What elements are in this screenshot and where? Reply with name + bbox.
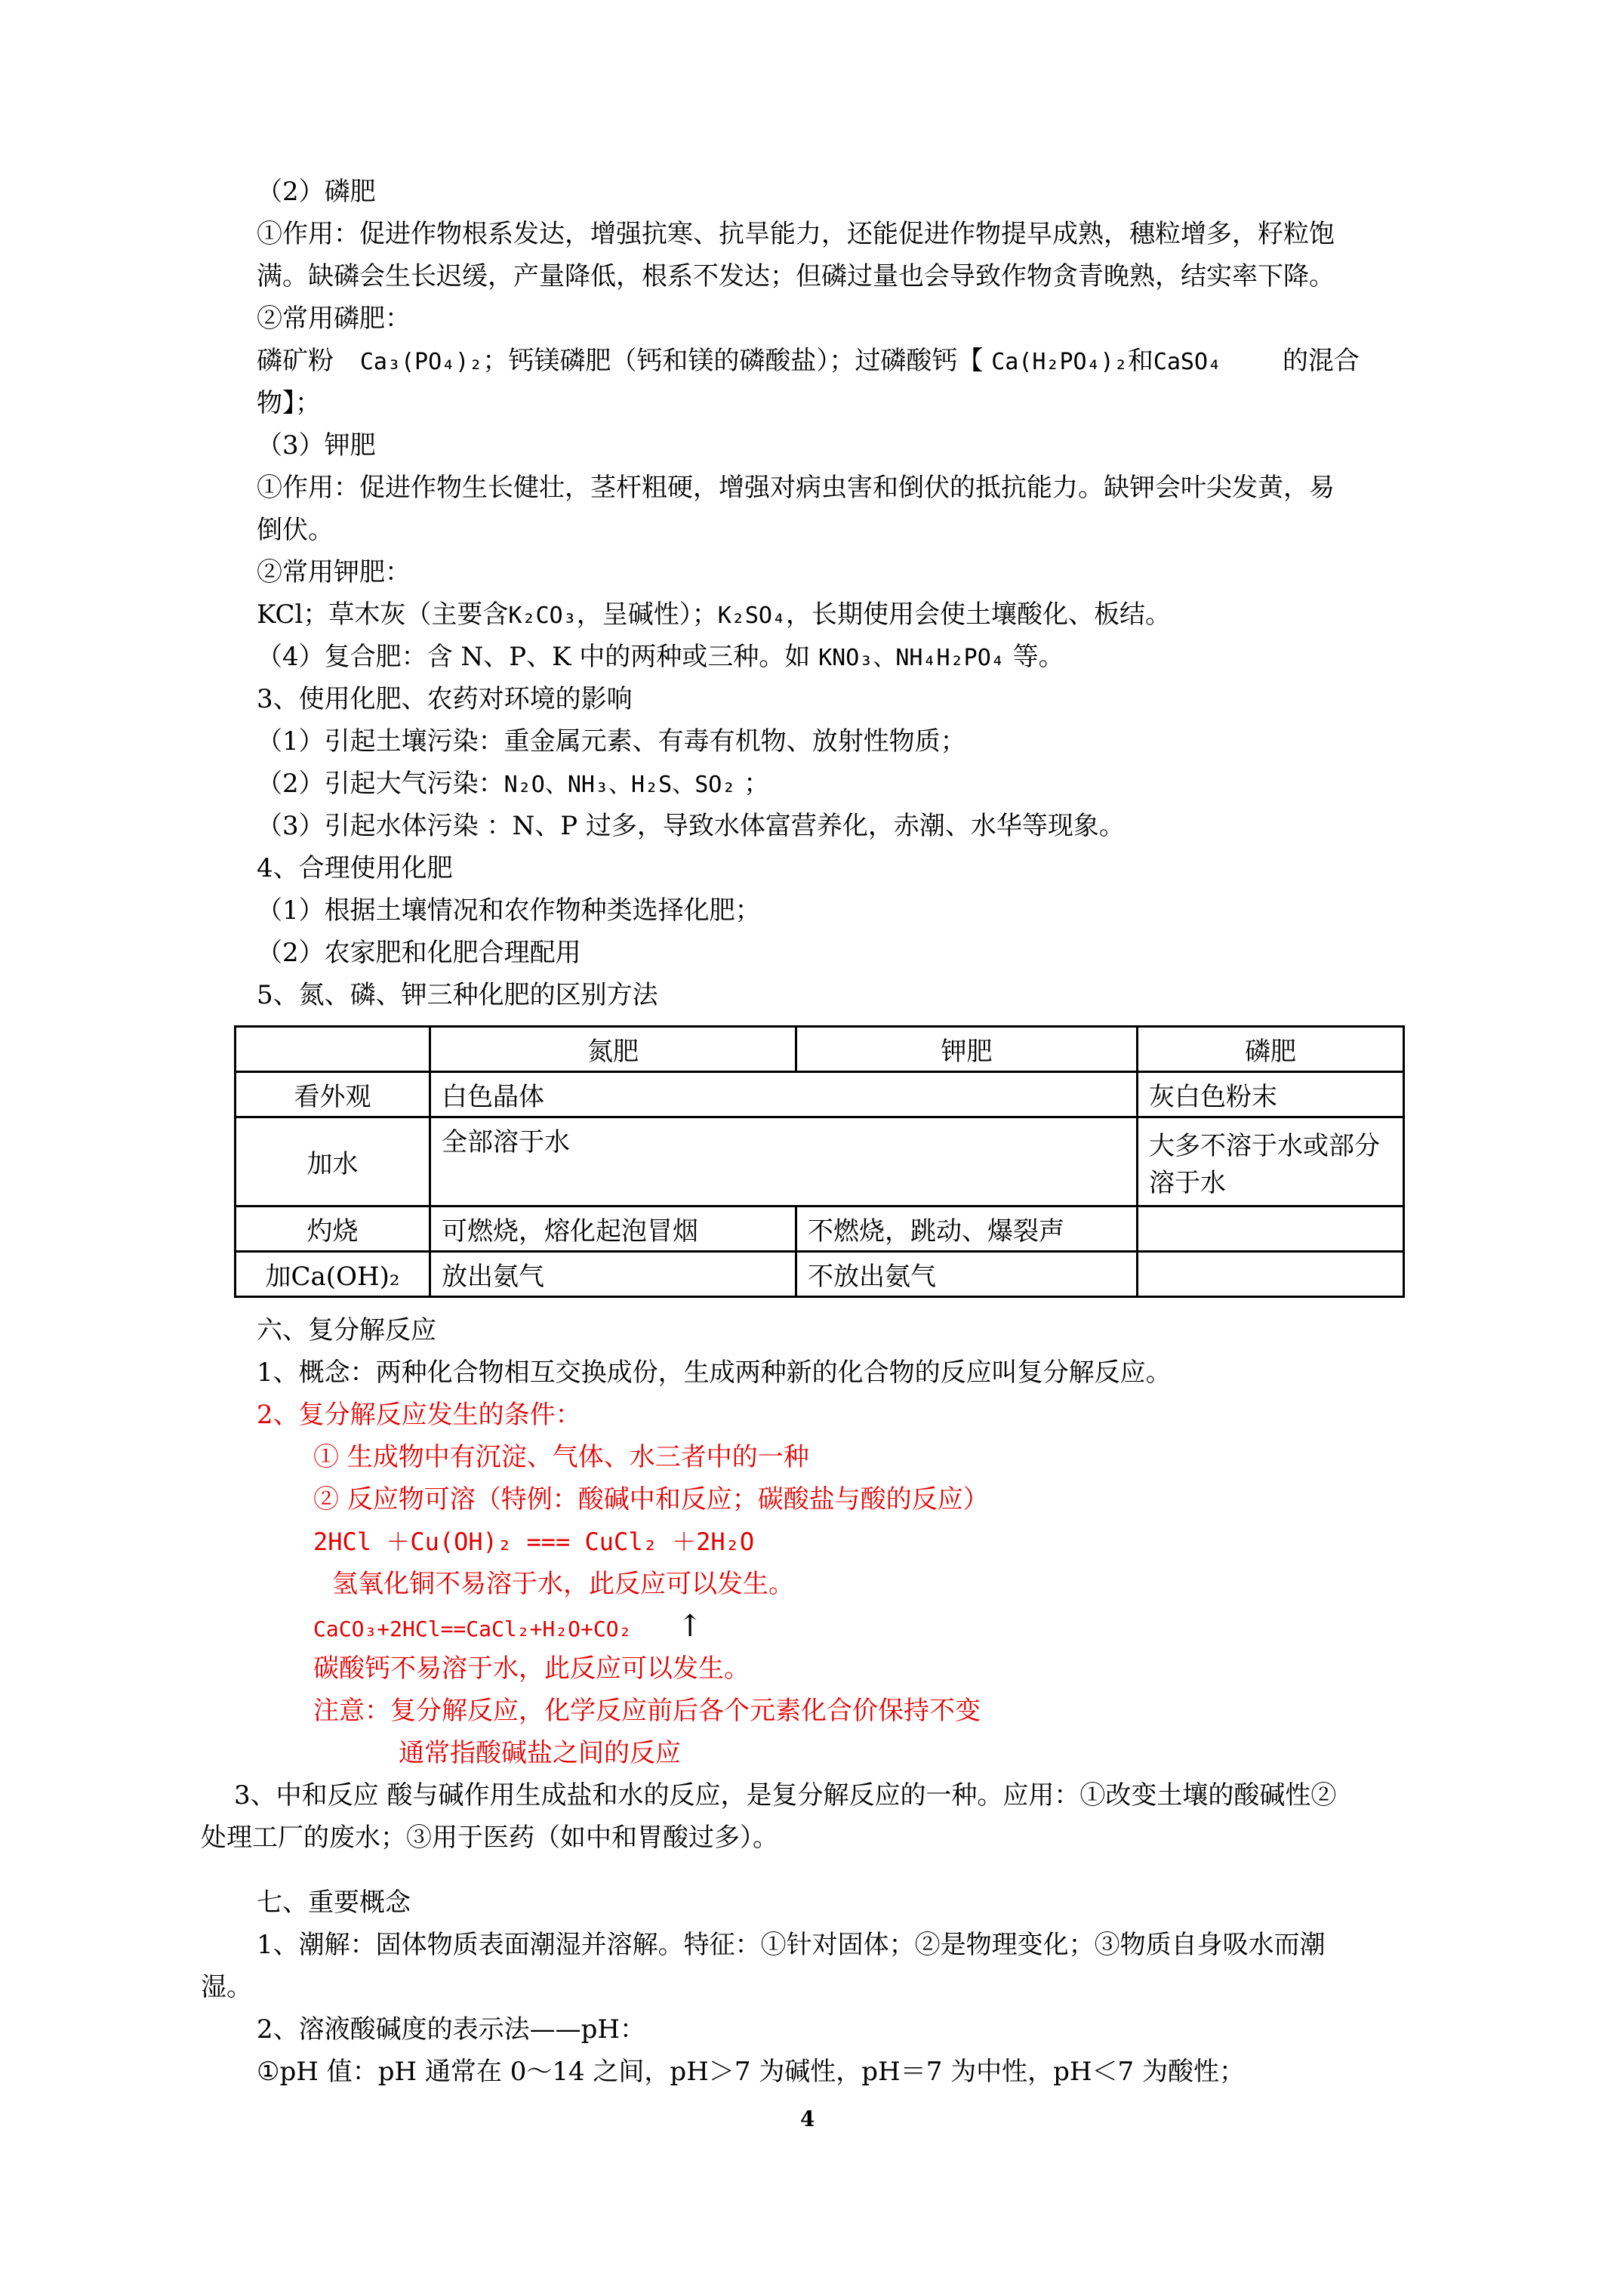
text-line: ②常用磷肥： (257, 304, 411, 334)
text-line: （1）根据土壤情况和农作物种类选择化肥； (257, 895, 761, 926)
text-line: 物】； (257, 388, 321, 418)
formula: Ca₃(PO₄)₂ (359, 349, 483, 375)
text-line: 湿。 (201, 1972, 252, 2002)
text-seg: 磷矿粉 (257, 346, 334, 376)
heading-phosphate: （2）磷肥 (257, 177, 376, 207)
text-line: （1）引起土壤污染：重金属元素、有毒有机物、放射性物质； (257, 726, 966, 757)
text-seg: ，呈碱性）； (576, 599, 718, 630)
heading-impact: 3、使用化肥、农药对环境的影响 (257, 684, 633, 714)
formula: Ca(H₂PO₄)₂ (991, 349, 1128, 375)
text-line: 通常指酸碱盐之间的反应 (399, 1738, 681, 1768)
table-cell: 大多不溶于水或部分溶于水 (1138, 1117, 1404, 1207)
text-seg: 等。 (1012, 642, 1064, 672)
arrow-up-icon: ↑ (677, 1609, 703, 1644)
table-cell: 加Ca(OH)₂ (236, 1252, 430, 1297)
table-cell: 不燃烧，跳动、爆裂声 (796, 1207, 1138, 1252)
table-header-cell (236, 1027, 430, 1072)
fertilizer-table (234, 1025, 1405, 1298)
text-seg: ； (744, 769, 770, 799)
text-line (257, 598, 1171, 633)
equation-2-line (313, 1610, 703, 1646)
table-cell (1138, 1252, 1404, 1297)
text-line: ①作用：促进作物根系发达，增强抗寒、抗旱能力，还能促进作物提早成熟，穗粒增多，籽粒饱 (257, 219, 1335, 249)
text-line: 倒伏。 (257, 515, 334, 545)
formula: CaSO₄ (1153, 349, 1222, 375)
formula: KNO₃、NH₄H₂PO₄ (818, 645, 1005, 671)
table-cell: 看外观 (236, 1072, 430, 1117)
text-line: 2、溶液酸碱度的表示法——pH： (257, 2014, 646, 2045)
text-line: 处理工厂的废水；③用于医药（如中和胃酸过多）。 (201, 1823, 778, 1853)
table-cell: 全部溶于水 (430, 1117, 1138, 1207)
table-row (236, 1117, 1404, 1207)
text-line: ①pH 值：pH 通常在 0～14 之间，pH＞7 为碱性，pH＝7 为中性，pH＜7 为酸性； (257, 2057, 1245, 2087)
table-header-cell: 钾肥 (796, 1027, 1138, 1072)
text-line: ② 反应物可溶（特例：酸碱中和反应；碳酸盐与酸的反应） (313, 1484, 989, 1515)
table-row (236, 1252, 1404, 1297)
text-seg: 和 (1127, 346, 1153, 376)
table-cell: 灰白色粉末 (1138, 1072, 1404, 1117)
heading-potash: （3）钾肥 (257, 430, 376, 461)
text-line (257, 344, 1360, 379)
table-cell (1138, 1207, 1404, 1252)
table-cell: 放出氨气 (430, 1252, 796, 1297)
heading-double-decomposition: 六、复分解反应 (257, 1315, 436, 1345)
text-seg: 的混合 (1282, 346, 1360, 376)
text-line: 注意：复分解反应，化学反应前后各个元素化合价保持不变 (313, 1696, 981, 1726)
text-line: （2）农家肥和化肥合理配用 (257, 938, 581, 968)
text-seg: KCl；草木灰（主要含 (257, 599, 509, 630)
heading-conditions: 2、复分解反应发生的条件： (257, 1400, 581, 1430)
text-line: 1、潮解：固体物质表面潮湿并溶解。特征：①针对固体；②是物理变化；③物质自身吸水而潮 (257, 1930, 1326, 1960)
formula: N₂O、NH₃、H₂S、SO₂ (504, 772, 736, 798)
table-cell: 不放出氨气 (796, 1252, 1138, 1297)
table-header-cell: 氮肥 (430, 1027, 796, 1072)
table-cell: 白色晶体 (430, 1072, 1138, 1117)
table-row (236, 1207, 1404, 1252)
table-header-cell: 磷肥 (1138, 1027, 1404, 1072)
equation-1: 2HCl ＋Cu(OH)₂ === CuCl₂ ＋2H₂O (313, 1527, 755, 1556)
equation-2: CaCO₃+2HCl==CaCl₂+H₂O+CO₂ (313, 1616, 632, 1641)
text-line: 氢氧化铜不易溶于水，此反应可以发生。 (332, 1569, 794, 1599)
heading-usage: 4、合理使用化肥 (257, 853, 453, 883)
formula: K₂CO₃ (508, 603, 577, 629)
text-line: ①作用：促进作物生长健壮，茎杆粗硬，增强对病虫害和倒伏的抵抗能力。缺钾会叶尖发黄，易 (257, 473, 1335, 503)
text-line (257, 767, 769, 802)
text-line: （3）引起水体污染 ：N、P 过多，导致水体富营养化，赤潮、水华等现象。 (257, 811, 1125, 841)
table-cell: 灼烧 (236, 1207, 430, 1252)
table-cell: 加水 (236, 1117, 430, 1207)
text-line: ②常用钾肥： (257, 557, 411, 587)
table-header-row (236, 1027, 1404, 1072)
table-cell: 可燃烧，熔化起泡冒烟 (430, 1207, 796, 1252)
table-row (236, 1072, 1404, 1117)
text-seg: （2）引起大气污染： (257, 769, 504, 799)
heading-distinguish: 5、氮、磷、钾三种化肥的区别方法 (257, 980, 658, 1010)
text-seg: （4）复合肥：含 N、P、K 中的两种或三种。如 (257, 642, 811, 672)
text-line: 碳酸钙不易溶于水，此反应可以发生。 (313, 1653, 750, 1684)
text-line: 3、中和反应 酸与碱作用生成盐和水的反应，是复分解反应的一种。应用：①改变土壤的酸碱性② (234, 1780, 1337, 1811)
text-line: 1、概念：两种化合物相互交换成份，生成两种新的化合物的反应叫复分解反应。 (257, 1358, 1172, 1388)
heading-concepts: 七、重要概念 (257, 1888, 411, 1918)
text-line: 满。缺磷会生长迟缓，产量降低，根系不发达；但磷过量也会导致作物贪青晚熟，结实率下降。 (257, 261, 1335, 291)
page-number: 4 (800, 2106, 815, 2131)
text-line: ① 生成物中有沉淀、气体、水三者中的一种 (313, 1442, 809, 1472)
text-line (257, 640, 1064, 675)
formula: K₂SO₄ (717, 603, 787, 629)
text-seg: ；钙镁磷肥（钙和镁的磷酸盐）；过磷酸钙【 (482, 346, 984, 376)
text-seg: ，长期使用会使土壤酸化、板结。 (786, 599, 1172, 630)
